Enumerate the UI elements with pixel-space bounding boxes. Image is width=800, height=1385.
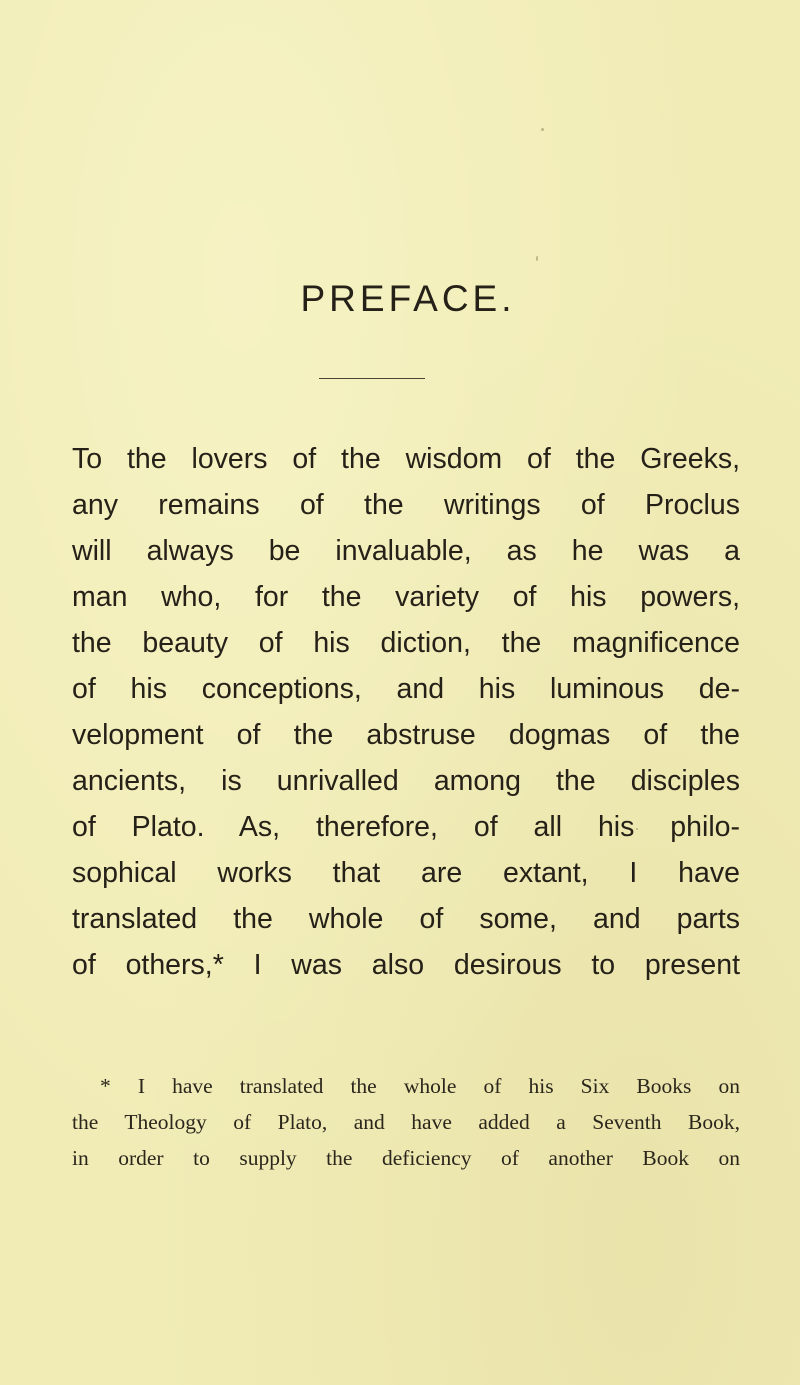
text-line: will always be invaluable, as he was a xyxy=(72,535,740,567)
paper-speck xyxy=(541,128,544,131)
text-line: of Plato. As, therefore, of all his philo- xyxy=(72,811,740,843)
text-line: velopment of the abstruse dogmas of the xyxy=(72,719,740,751)
preface-text xyxy=(72,436,740,988)
text-line: ancients, is unrivalled among the disciples xyxy=(72,765,740,797)
paper-speck xyxy=(536,256,538,261)
text-line: of his conceptions, and his luminous de- xyxy=(72,673,740,705)
text-line: sophical works that are extant, I have xyxy=(72,857,740,889)
page-title: PREFACE. xyxy=(300,278,516,319)
footnote-line: the Theology of Plato, and have added a Seventh Book, xyxy=(72,1110,740,1134)
footnote xyxy=(72,1068,740,1176)
text-line: the beauty of his diction, the magnificence xyxy=(72,627,740,659)
text-line: translated the whole of some, and parts xyxy=(72,903,740,935)
title-divider xyxy=(319,378,425,379)
footnote-line: in order to supply the deficiency of another Book on xyxy=(72,1146,740,1170)
text-line: man who, for the variety of his powers, xyxy=(72,581,740,613)
text-line: any remains of the writings of Proclus xyxy=(72,489,740,521)
footnote-line: * I have translated the whole of his Six Books on xyxy=(100,1074,740,1098)
text-line: of others,* I was also desirous to present xyxy=(72,949,740,981)
text-line: To the lovers of the wisdom of the Greeks, xyxy=(72,443,740,475)
